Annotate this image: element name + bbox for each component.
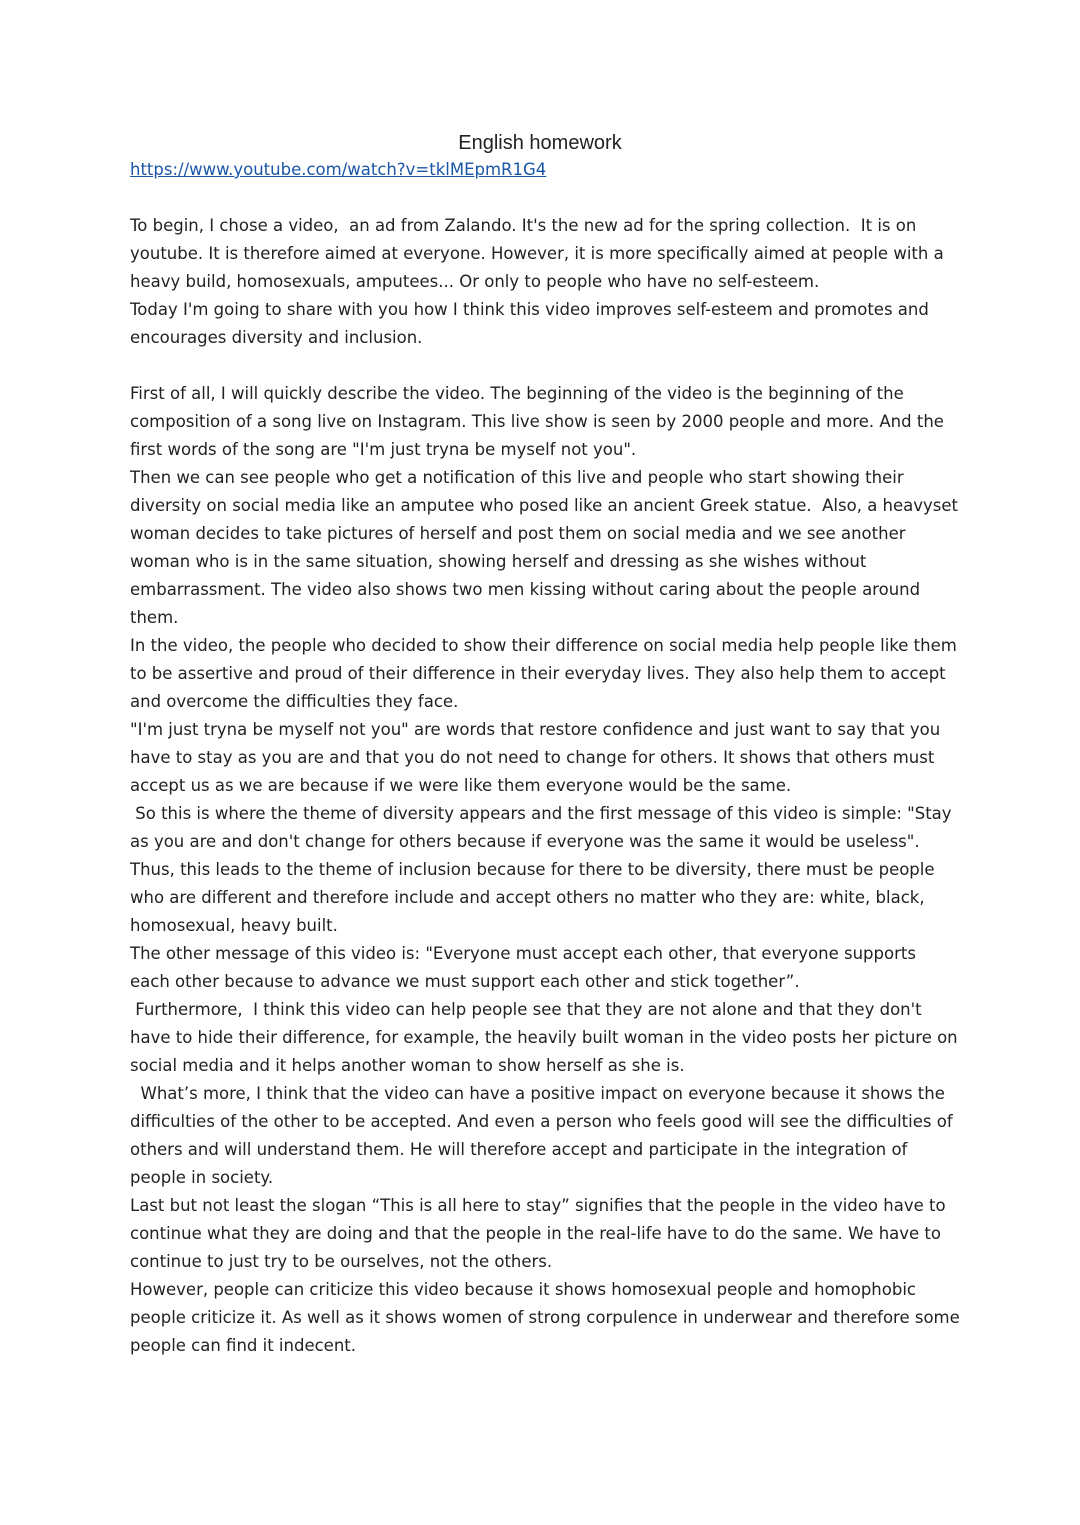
paragraph-spacer xyxy=(130,352,960,380)
document-body xyxy=(130,212,966,1360)
paragraph-description: First of all, I will quickly describe the video. The beginning of the video is the beginning of the composition of a song live on Instagram. This live show is seen by 2000 people and more. And the first words of the song are "I'm just tryna be myself not you". xyxy=(130,384,950,459)
paragraph-diversity-examples: Then we can see people who get a notification of this live and people who start showing their diversity on social media like an amputee who posed like an ancient Greek statue. Also, a heavyset woman decides to take pictures of herself and post them on social media and we see another woman who is in the same situation, showing herself and dressing as she wishes without embarrassment. The video also shows two men kissing without caring about the people around them. xyxy=(130,468,964,627)
document-title: English homework xyxy=(458,132,622,154)
paragraph-lyrics: "I'm just tryna be myself not you" are words that restore confidence and just want to say that you have to stay as you are and that you do not need to change for others. It shows that others must accept us as we are because if we were like them everyone would be the same. xyxy=(130,720,946,795)
paragraph-purpose: Today I'm going to share with you how I think this video improves self-esteem and promotes and encourages diversity and inclusion. xyxy=(130,300,935,347)
paragraph-inclusion-theme: Thus, this leads to the theme of inclusion because for there to be diversity, there must be people who are different and therefore include and accept others no matter who they are: white, black, homosexual, heavy built. xyxy=(130,860,940,935)
paragraph-positive-impact: What’s more, I think that the video can have a positive impact on everyone because it shows the difficulties of the other to be accepted. And even a person who feels good will see the difficulties of others and will understand them. He will therefore accept and participate in the integration of people in society. xyxy=(130,1084,958,1187)
paragraph-slogan: Last but not least the slogan “This is all here to stay” signifies that the people in the video have to continue what they are doing and that the people in the real-life have to do the same. We have to continue to just try to be ourselves, not the others. xyxy=(130,1196,951,1271)
paragraph-other-message: The other message of this video is: "Everyone must accept each other, that everyone supports each other because to advance we must support each other and stick together”. xyxy=(130,944,922,991)
paragraph-diversity-theme: So this is where the theme of diversity appears and the first message of this video is simple: "Stay as you are and don't change for others because if everyone was the same it would be useless". xyxy=(130,804,957,851)
paragraph-social-media: In the video, the people who decided to show their difference on social media help people like them to be assertive and proud of their difference in their everyday lives. They also help them to accept and overcome the difficulties they face. xyxy=(130,636,963,711)
paragraph-criticism: However, people can criticize this video because it shows homosexual people and homophobic people criticize it. As well as it shows women of strong corpulence in underwear and therefore some people can find it indecent. xyxy=(130,1280,966,1355)
youtube-link[interactable]: https://www.youtube.com/watch?v=tklMEpmR1G4 xyxy=(130,160,547,179)
paragraph-intro: To begin, I chose a video, an ad from Zalando. It's the new ad for the spring collection. It is on youtube. It is therefore aimed at everyone. However, it is more specifically aimed at people with a heavy build, homosexuals, amputees... Or only to people who have no self-esteem. xyxy=(130,216,949,291)
paragraph-not-alone: Furthermore, I think this video can help people see that they are not alone and that they don't have to hide their difference, for example, the heavily built woman in the video posts her picture on social media and it helps another woman to show herself as she is. xyxy=(130,1000,963,1075)
